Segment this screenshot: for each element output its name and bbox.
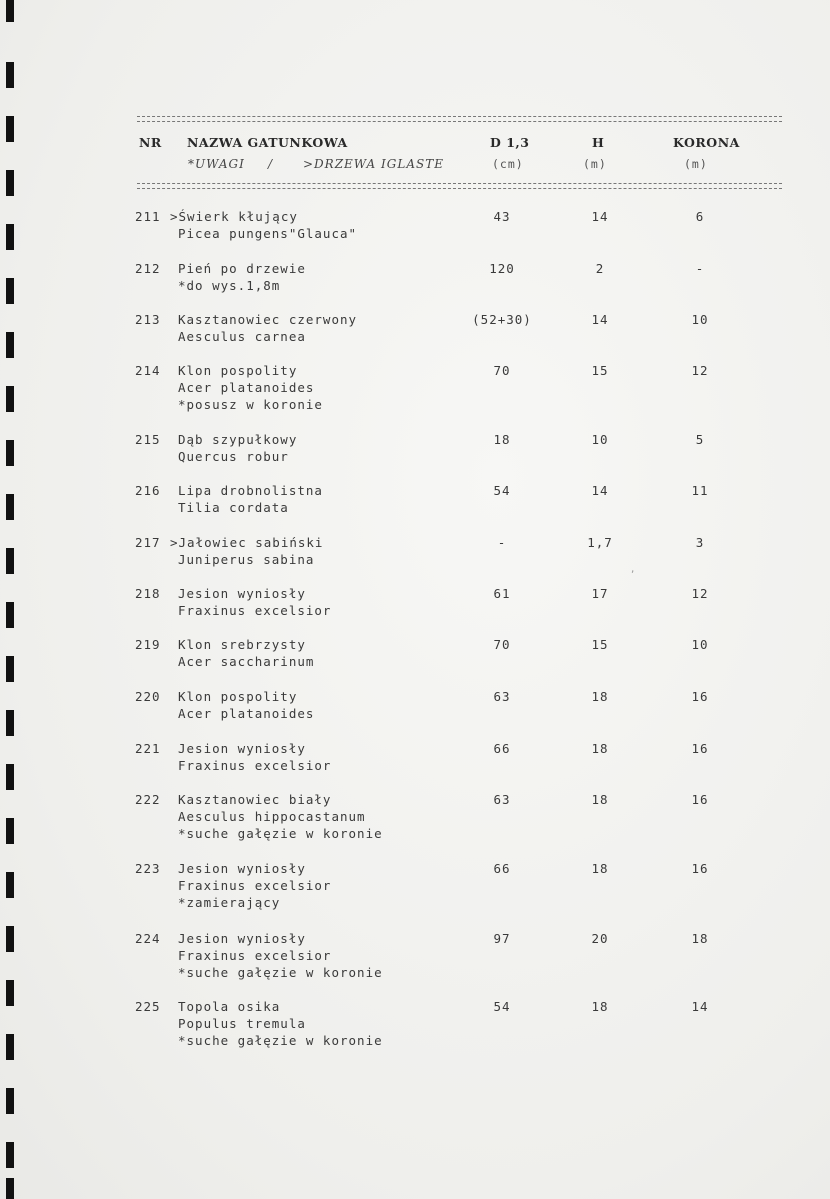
crown-value: 10	[691, 312, 709, 327]
diameter-value: 63	[493, 792, 511, 807]
latin-name: Fraxinus excelsior	[178, 878, 332, 893]
remark: *suche gałęzie w koronie	[178, 826, 383, 841]
latin-name: Acer platanoides	[178, 706, 315, 721]
diameter-value: 120	[489, 261, 515, 276]
binding-mark	[6, 0, 14, 22]
species-name: Kasztanowiec czerwony	[178, 312, 358, 327]
height-value: 18	[591, 999, 609, 1014]
remark: *suche gałęzie w koronie	[178, 965, 383, 980]
height-value: 18	[591, 741, 609, 756]
crown-value: 14	[691, 999, 709, 1014]
latin-name: Aesculus hippocastanum	[178, 809, 366, 824]
crown-value: 11	[691, 483, 709, 498]
row-number: 216	[135, 483, 161, 498]
height-value: 10	[591, 432, 609, 447]
height-value: 14	[591, 312, 609, 327]
unit-h: (m)	[583, 157, 607, 171]
crown-value: 18	[691, 931, 709, 946]
binding-mark	[6, 980, 14, 1006]
binding-mark	[6, 818, 14, 844]
species-name: Jesion wyniosły	[178, 586, 306, 601]
row-number: 214	[135, 363, 161, 378]
binding-mark	[6, 62, 14, 88]
col-subheader-iglaste: >DRZEWA IGLASTE	[303, 157, 444, 171]
latin-name: Populus tremula	[178, 1016, 306, 1031]
remark: *zamierający	[178, 895, 281, 910]
species-name: Jesion wyniosły	[178, 741, 306, 756]
diameter-value: 63	[493, 689, 511, 704]
row-number: 215	[135, 432, 161, 447]
crown-value: 12	[691, 363, 709, 378]
col-header-nr: NR	[139, 135, 162, 150]
species-name: Klon srebrzysty	[178, 637, 306, 652]
binding-mark	[6, 764, 14, 790]
binding-mark	[6, 278, 14, 304]
species-name: Kasztanowiec biały	[178, 792, 332, 807]
height-value: 2	[595, 261, 605, 276]
species-name: Lipa drobnolistna	[178, 483, 323, 498]
latin-name: Tilia cordata	[178, 500, 289, 515]
species-name: Jesion wyniosły	[178, 931, 306, 946]
binding-mark	[6, 1178, 14, 1199]
crown-value: 16	[691, 741, 709, 756]
binding-mark	[6, 386, 14, 412]
binding-mark	[6, 926, 14, 952]
latin-name: Quercus robur	[178, 449, 289, 464]
latin-name: Aesculus carnea	[178, 329, 306, 344]
crown-value: 16	[691, 689, 709, 704]
binding-mark	[6, 548, 14, 574]
binding-marks	[0, 0, 20, 1199]
diameter-value: 54	[493, 999, 511, 1014]
binding-mark	[6, 602, 14, 628]
diameter-value: 97	[493, 931, 511, 946]
col-subheader-separator: /	[268, 157, 274, 171]
diameter-value: 70	[493, 363, 511, 378]
crown-value: 3	[695, 535, 705, 550]
row-number: 212	[135, 261, 161, 276]
species-name: >Świerk kłujący	[170, 209, 298, 224]
row-number: 221	[135, 741, 161, 756]
latin-name: Fraxinus excelsior	[178, 758, 332, 773]
binding-mark	[6, 440, 14, 466]
height-value: 1,7	[587, 535, 613, 550]
binding-mark	[6, 494, 14, 520]
row-number: 218	[135, 586, 161, 601]
crown-value: 16	[691, 792, 709, 807]
species-name: Pień po drzewie	[178, 261, 306, 276]
row-number: 211	[135, 209, 161, 224]
crown-value: -	[695, 261, 705, 276]
binding-mark	[6, 332, 14, 358]
crown-value: 6	[695, 209, 705, 224]
species-name: >Jałowiec sabiński	[170, 535, 324, 550]
col-header-h: H	[592, 135, 605, 150]
species-name: Jesion wyniosły	[178, 861, 306, 876]
col-subheader-uwagi: *UWAGI	[188, 157, 245, 171]
binding-mark	[6, 116, 14, 142]
binding-mark	[6, 224, 14, 250]
height-value: 18	[591, 861, 609, 876]
crown-value: 12	[691, 586, 709, 601]
latin-name: Picea pungens"Glauca"	[178, 226, 358, 241]
unit-k: (m)	[684, 157, 708, 171]
remark: *suche gałęzie w koronie	[178, 1033, 383, 1048]
row-number: 225	[135, 999, 161, 1014]
remark: *posusz w koronie	[178, 397, 323, 412]
species-name: Dąb szypułkowy	[178, 432, 298, 447]
height-value: 17	[591, 586, 609, 601]
header-rule-top	[137, 116, 782, 122]
binding-mark	[6, 1088, 14, 1114]
binding-mark	[6, 710, 14, 736]
header-rule-bottom	[137, 183, 782, 189]
paper-speck: ,	[630, 565, 636, 575]
height-value: 18	[591, 689, 609, 704]
latin-name: *do wys.1,8m	[178, 278, 281, 293]
binding-mark	[6, 1142, 14, 1168]
row-number: 219	[135, 637, 161, 652]
species-name: Klon pospolity	[178, 363, 298, 378]
row-number: 217	[135, 535, 161, 550]
row-number: 223	[135, 861, 161, 876]
height-value: 18	[591, 792, 609, 807]
col-header-d: D 1,3	[490, 135, 530, 150]
row-number: 224	[135, 931, 161, 946]
latin-name: Fraxinus excelsior	[178, 603, 332, 618]
diameter-value: 61	[493, 586, 511, 601]
diameter-value: 43	[493, 209, 511, 224]
col-header-korona: KORONA	[673, 135, 740, 150]
latin-name: Acer platanoides	[178, 380, 315, 395]
crown-value: 16	[691, 861, 709, 876]
diameter-value: (52+30)	[472, 312, 532, 327]
binding-mark	[6, 170, 14, 196]
height-value: 14	[591, 483, 609, 498]
height-value: 14	[591, 209, 609, 224]
height-value: 15	[591, 637, 609, 652]
species-name: Topola osika	[178, 999, 281, 1014]
unit-d: (cm)	[492, 157, 524, 171]
diameter-value: 18	[493, 432, 511, 447]
diameter-value: 66	[493, 741, 511, 756]
binding-mark	[6, 656, 14, 682]
binding-mark	[6, 872, 14, 898]
row-number: 213	[135, 312, 161, 327]
crown-value: 5	[695, 432, 705, 447]
diameter-value: -	[497, 535, 507, 550]
species-name: Klon pospolity	[178, 689, 298, 704]
crown-value: 10	[691, 637, 709, 652]
diameter-value: 70	[493, 637, 511, 652]
height-value: 15	[591, 363, 609, 378]
latin-name: Juniperus sabina	[178, 552, 315, 567]
diameter-value: 54	[493, 483, 511, 498]
height-value: 20	[591, 931, 609, 946]
binding-mark	[6, 1034, 14, 1060]
row-number: 222	[135, 792, 161, 807]
latin-name: Acer saccharinum	[178, 654, 315, 669]
row-number: 220	[135, 689, 161, 704]
latin-name: Fraxinus excelsior	[178, 948, 332, 963]
diameter-value: 66	[493, 861, 511, 876]
col-header-name: NAZWA GATUNKOWA	[187, 135, 348, 150]
